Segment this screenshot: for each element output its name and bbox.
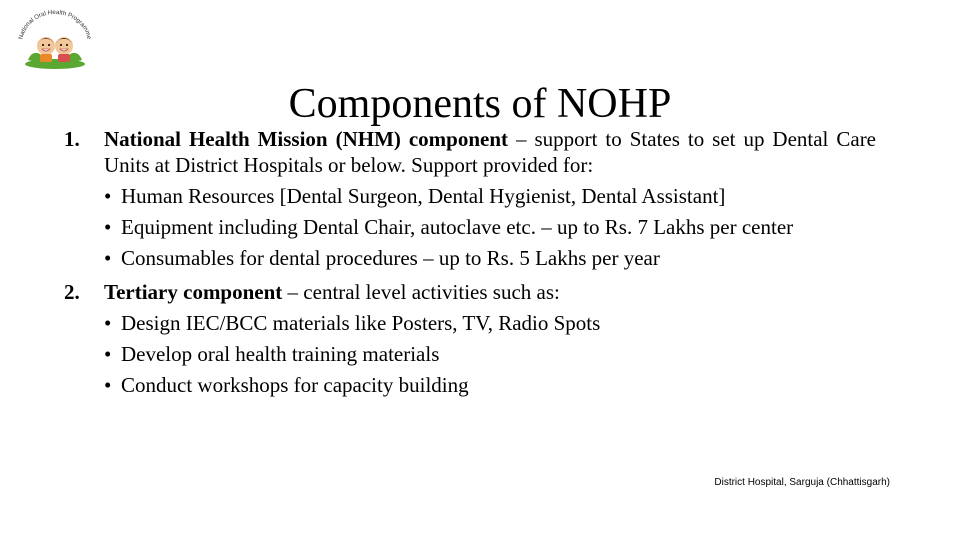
bullet-text: Equipment including Dental Chair, autoclave etc. – up to Rs. 7 Lakhs per center <box>121 215 794 239</box>
item-heading: National Health Mission (NHM) component <box>104 127 509 151</box>
sub-list <box>104 183 876 271</box>
item-heading: Tertiary component <box>104 280 283 304</box>
bullet-icon: • <box>104 311 112 335</box>
components-list <box>64 126 876 406</box>
sub-list <box>104 310 876 398</box>
bullet-text: Design IEC/BCC materials like Posters, TV, Radio Spots <box>121 311 601 335</box>
bullet-text: Conduct workshops for capacity building <box>121 373 469 397</box>
smiling-children-logo-icon <box>10 8 100 70</box>
bullet-item <box>104 245 876 271</box>
slide-title: Components of NOHP <box>288 81 672 128</box>
bullet-icon: • <box>104 246 112 270</box>
nohp-logo <box>10 8 100 70</box>
photo-caption: District Hospital, Sarguja (Chhattisgarh) <box>714 477 890 488</box>
bullet-icon: • <box>104 373 112 397</box>
bullet-item <box>104 214 876 240</box>
bullet-item <box>104 183 876 209</box>
svg-text:National Oral Health Programme: National Oral Health Programme <box>17 8 93 41</box>
bullet-text: Develop oral health training materials <box>121 342 440 366</box>
bullet-icon: • <box>104 184 112 208</box>
bullet-icon: • <box>104 215 112 239</box>
bullet-text: Human Resources [Dental Surgeon, Dental Hygienist, Dental Assistant] <box>121 184 726 208</box>
item-lead <box>104 279 876 305</box>
bullet-item <box>104 341 876 367</box>
bullet-item <box>104 310 876 336</box>
item-lead-text: – support to States to set up Dental Care Units at District Hospitals or below. Support provided for: <box>104 127 877 177</box>
bullet-text: Consumables for dental procedures – up to Rs. 5 Lakhs per year <box>121 246 660 270</box>
bullet-item <box>104 372 876 398</box>
bullet-icon: • <box>104 342 112 366</box>
item-number: 1. <box>64 127 80 151</box>
list-item <box>64 279 876 398</box>
list-item <box>64 126 876 271</box>
item-lead <box>104 126 876 178</box>
item-lead-text: – central level activities such as: <box>282 280 560 304</box>
item-number: 2. <box>64 280 80 304</box>
